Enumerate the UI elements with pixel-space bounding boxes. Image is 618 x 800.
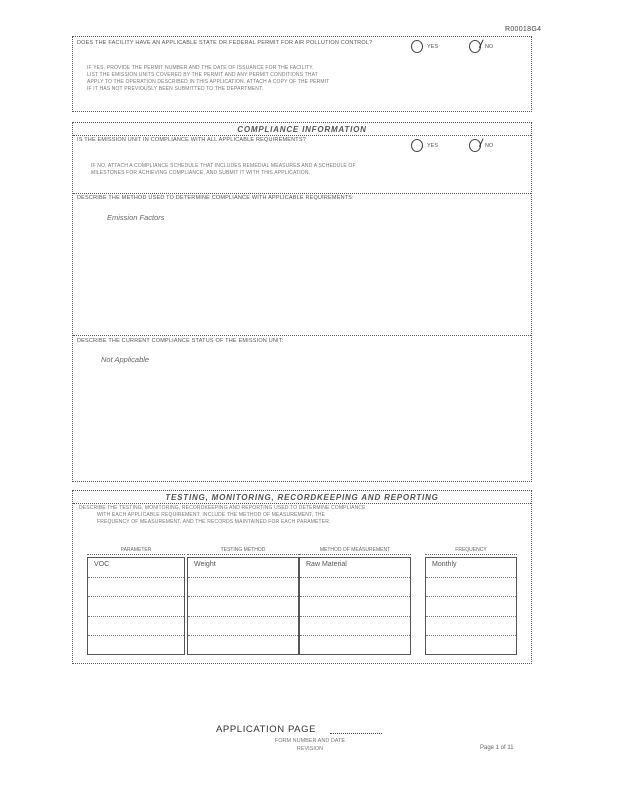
compliance-title: COMPLIANCE INFORMATION — [237, 125, 367, 134]
table-cell[interactable] — [188, 617, 298, 637]
parameter-header: PARAMETER — [87, 547, 185, 555]
measurement-method-header: METHOD OF MEASUREMENT — [299, 547, 411, 555]
table-cell[interactable] — [300, 636, 410, 656]
document-id: R00018G4 — [505, 26, 542, 33]
permit-instruction-4: IF IT HAS NOT PREVIOUSLY BEEN SUBMITTED TO THE DEPARTMENT. — [87, 86, 264, 92]
table-cell[interactable] — [426, 597, 516, 617]
parameter-column — [87, 547, 185, 657]
permit-question: DOES THE FACILITY HAVE AN APPLICABLE STATE OR FEDERAL PERMIT FOR AIR POLLUTION CONTROL? — [77, 40, 373, 46]
testing-instruction-2: WITH EACH APPLICABLE REQUIREMENT. INCLUDE THE METHOD OF MEASUREMENT, THE — [97, 512, 326, 518]
table-cell[interactable] — [426, 636, 516, 656]
yes-radio-icon[interactable] — [411, 139, 423, 152]
footer-subtitle-1: FORM NUMBER AND DATE — [274, 738, 346, 744]
permit-yes-option[interactable] — [411, 40, 438, 53]
table-cell[interactable] — [426, 578, 516, 598]
page-number: Page 1 of 11 — [480, 745, 514, 751]
table-cell[interactable] — [300, 597, 410, 617]
table-cell[interactable] — [300, 617, 410, 637]
table-cell[interactable]: VOC — [88, 558, 184, 578]
table-cell[interactable] — [426, 617, 516, 637]
table-cell[interactable] — [88, 578, 184, 598]
compliance-instruction-2: MILESTONES FOR ACHIEVING COMPLIANCE, AND SUBMIT IT WITH THIS APPLICATION. — [91, 170, 311, 176]
table-cell[interactable] — [88, 617, 184, 637]
table-cell[interactable] — [88, 636, 184, 656]
table-cell[interactable] — [88, 597, 184, 617]
frequency-header: FREQUENCY — [425, 547, 517, 555]
measurement-method-column — [299, 547, 411, 657]
permit-yes-label: YES — [427, 43, 439, 50]
table-cell[interactable] — [300, 578, 410, 598]
footer-subtitle-2: REVISION — [296, 746, 324, 752]
compliance-question: IS THE EMISSION UNIT IN COMPLIANCE WITH ALL APPLICABLE REQUIREMENTS? — [77, 137, 306, 143]
permit-no-option[interactable] — [469, 40, 493, 53]
testing-title: TESTING, MONITORING, RECORDKEEPING AND REPORTING — [165, 493, 439, 502]
no-radio-checked-icon[interactable] — [469, 139, 481, 152]
testing-method-column — [187, 547, 299, 657]
frequency-column — [425, 547, 517, 657]
compliance-instruction-1: IF NO, ATTACH A COMPLIANCE SCHEDULE THAT INCLUDES REMEDIAL MEASURES AND A SCHEDULE OF — [91, 163, 356, 169]
table-cell[interactable] — [188, 597, 298, 617]
no-radio-checked-icon[interactable] — [469, 40, 481, 53]
table-cell[interactable]: Monthly — [426, 558, 516, 578]
method-label: DESCRIBE THE METHOD USED TO DETERMINE COMPLIANCE WITH APPLICABLE REQUIREMENTS: — [77, 195, 354, 201]
status-value[interactable]: Not Applicable — [101, 355, 150, 364]
table-cell[interactable]: Raw Material — [300, 558, 410, 578]
compliance-yes-label: YES — [427, 142, 439, 149]
compliance-yes-option[interactable] — [411, 139, 438, 152]
compliance-no-option[interactable] — [469, 139, 493, 152]
permit-instruction-3: APPLY TO THE OPERATION DESCRIBED IN THIS APPLICATION. ATTACH A COPY OF THE PERMIT — [87, 79, 330, 85]
compliance-section — [72, 122, 532, 482]
testing-section — [72, 490, 532, 664]
table-cell[interactable] — [188, 636, 298, 656]
compliance-no-label: NO — [485, 142, 494, 149]
testing-instruction-1: DESCRIBE THE TESTING, MONITORING, RECORDKEEPING AND REPORTING USED TO DETERMINE COMPLIANCE — [79, 505, 366, 511]
testing-instruction-3: FREQUENCY OF MEASUREMENT, AND THE RECORDS MAINTAINED FOR EACH PARAMETER. — [97, 519, 331, 525]
permit-instruction-1: IF YES, PROVIDE THE PERMIT NUMBER AND THE DATE OF ISSUANCE FOR THE FACILITY. — [87, 65, 314, 71]
page-number-blank — [330, 733, 382, 734]
method-value[interactable]: Emission Factors — [107, 213, 165, 222]
permit-instruction-2: LIST THE EMISSION UNITS COVERED BY THE PERMIT AND ANY PERMIT CONDITIONS THAT — [87, 72, 318, 78]
table-cell[interactable] — [188, 578, 298, 598]
permit-section — [72, 36, 532, 112]
permit-no-label: NO — [485, 43, 494, 50]
yes-radio-icon[interactable] — [411, 40, 423, 53]
table-cell[interactable]: Weight — [188, 558, 298, 578]
testing-method-header: TESTING METHOD — [187, 547, 299, 555]
status-label: DESCRIBE THE CURRENT COMPLIANCE STATUS OF THE EMISSION UNIT: — [77, 338, 284, 344]
footer-title: APPLICATION PAGE — [216, 724, 317, 735]
